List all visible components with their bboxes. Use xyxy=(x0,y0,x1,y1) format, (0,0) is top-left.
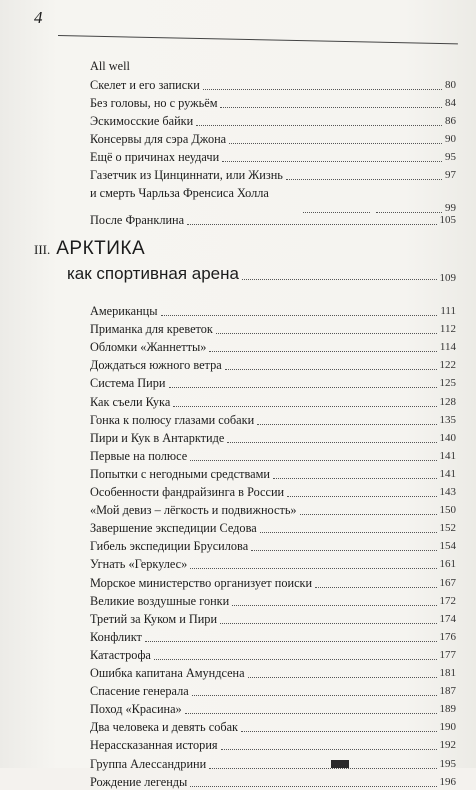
dot-leader xyxy=(221,748,437,750)
dot-leader xyxy=(209,350,437,352)
toc-entry-page: 190 xyxy=(439,721,456,733)
toc-entry-title: Система Пири xyxy=(90,376,166,390)
dot-leader xyxy=(286,178,442,180)
toc-entry-title: Нерассказанная история xyxy=(90,738,218,752)
toc-entry-page: 125 xyxy=(439,377,456,389)
toc-entry-title: Особенности фандрайзинга в России xyxy=(90,485,285,499)
dot-leader xyxy=(241,730,436,732)
dot-leader xyxy=(190,567,436,569)
toc-entry-title: Третий за Куком и Пири xyxy=(90,612,218,626)
toc-entry-page: 176 xyxy=(439,631,456,643)
toc-entry-page: 150 xyxy=(439,504,456,516)
toc-entry xyxy=(90,429,456,446)
dot-leader xyxy=(203,88,442,90)
toc-entry-title: Приманка для креветок xyxy=(90,322,213,336)
toc-entry xyxy=(90,94,456,111)
toc-entry xyxy=(90,592,456,609)
dot-leader xyxy=(187,223,436,225)
toc-entry xyxy=(90,483,456,500)
dot-leader xyxy=(232,604,436,606)
toc-entry xyxy=(90,393,456,410)
section-page-number: 109 xyxy=(439,272,456,284)
section-subtitle-row xyxy=(67,262,456,284)
toc-entry-page: 143 xyxy=(439,486,456,498)
section-subtitle: как спортивная арена xyxy=(67,264,239,283)
toc-entry xyxy=(90,130,456,147)
toc-entry xyxy=(90,773,456,790)
toc-entry-title: Как съели Кука xyxy=(90,395,171,409)
toc-entry-page: 172 xyxy=(439,595,456,607)
toc-entry xyxy=(90,646,456,663)
toc-entry xyxy=(90,501,456,518)
dot-leader xyxy=(190,785,436,787)
toc-entry-page: 95 xyxy=(445,151,456,163)
toc-entry-page: 141 xyxy=(439,450,456,462)
toc-entry-title: Дождаться южного ветра xyxy=(90,358,222,372)
dot-leader xyxy=(190,459,436,461)
toc-entry-page: 195 xyxy=(439,758,456,770)
toc-entry-page: 140 xyxy=(439,432,456,444)
toc-entry-page: 181 xyxy=(439,667,456,679)
toc-entry xyxy=(90,356,456,373)
dot-leader xyxy=(315,586,436,588)
toc-entry-page: 90 xyxy=(445,133,456,145)
toc-entry-title: Пири и Кук в Антарктиде xyxy=(90,431,225,445)
toc-entry xyxy=(90,338,456,355)
toc-entry-title: Гонка к полюсу глазами собаки xyxy=(90,413,255,427)
dot-leader xyxy=(242,278,437,280)
toc-entry-title: Попытки с негодными средствами xyxy=(90,467,270,481)
toc-entry-page: 189 xyxy=(439,703,456,715)
dot-leader xyxy=(185,712,437,714)
toc-entry-title: All well xyxy=(90,59,130,73)
dot-leader xyxy=(154,658,437,660)
toc-entry xyxy=(90,555,456,572)
toc-entry xyxy=(90,447,456,464)
toc-entry xyxy=(90,320,456,337)
dot-leader xyxy=(161,314,438,316)
toc-entry-page: 154 xyxy=(439,540,456,552)
toc-entry-title: Эскимосские байки xyxy=(90,114,194,128)
toc-entry-page: 192 xyxy=(439,739,456,751)
dot-leader xyxy=(287,495,436,497)
toc-entry-page: 177 xyxy=(439,649,456,661)
toc-entry xyxy=(90,574,456,591)
toc-entry-page: 114 xyxy=(439,341,456,353)
toc-entry-page: 105 xyxy=(439,214,456,226)
section-number: III. xyxy=(34,242,51,257)
toc-entry-page: 86 xyxy=(445,115,456,127)
toc-entry xyxy=(90,755,456,772)
toc-entry-title: Завершение экспедиции Седова xyxy=(90,521,257,535)
section-title: АРКТИКА xyxy=(56,238,146,259)
toc-entry-title: Конфликт xyxy=(90,630,142,644)
dot-leader xyxy=(300,513,437,515)
dot-leader xyxy=(216,332,437,334)
toc-entry-title: После Франклина xyxy=(90,213,185,227)
toc-entry-title: Катастрофа xyxy=(90,648,151,662)
toc-entry-page: 135 xyxy=(439,414,456,426)
toc-entry-title: Без головы, но с ружьём xyxy=(90,96,218,110)
toc-entry xyxy=(90,628,456,645)
toc-entry-title: Ошибка капитана Амундсена xyxy=(90,666,245,680)
toc-entry-page: 112 xyxy=(439,323,456,335)
toc-entry-page: 97 xyxy=(445,169,456,181)
toc-entry xyxy=(90,76,456,93)
toc-entry xyxy=(90,736,456,753)
toc-entry-page: 141 xyxy=(439,468,456,480)
toc-entry-page: 152 xyxy=(439,522,456,534)
toc-entry-page: 122 xyxy=(439,359,456,371)
toc-entry-title: Гибель экспедиции Брусилова xyxy=(90,539,249,553)
toc-entry-title: Морское министерство организует поиски xyxy=(90,576,313,590)
dot-leader xyxy=(260,531,437,533)
toc-entry-title: Поход «Красина» xyxy=(90,702,182,716)
toc-entry-page: 161 xyxy=(439,558,456,570)
toc-entry-page: 196 xyxy=(439,776,456,788)
toc-entry xyxy=(90,664,456,681)
toc-entry-title: Угнать «Геркулес» xyxy=(90,557,188,571)
toc-entry xyxy=(90,112,456,129)
dot-leader xyxy=(169,386,437,388)
toc-entry xyxy=(90,537,456,554)
toc-entry xyxy=(90,211,456,228)
toc-entry xyxy=(90,148,456,165)
toc-entry xyxy=(90,166,456,183)
toc-entry xyxy=(90,57,456,74)
toc-entry-title: Ещё о причинах неудачи xyxy=(90,150,220,164)
section-header xyxy=(34,238,145,260)
toc-entry-title: Газетчик из Цинциннати, или Жизнь xyxy=(90,168,283,182)
toc-entry-title: «Мой девиз – лёгкость и подвижность» xyxy=(90,503,297,517)
dot-leader xyxy=(225,368,437,370)
toc-entry-title: Спасение генерала xyxy=(90,684,189,698)
toc-entry-title: Группа Алессандрини xyxy=(90,757,207,771)
toc-entry-title: Два человека и девять собак xyxy=(90,720,239,734)
toc-entry-page: 84 xyxy=(445,97,456,109)
dot-leader xyxy=(251,549,436,551)
dot-leader xyxy=(222,160,442,162)
toc-entry xyxy=(90,465,456,482)
page-number: 4 xyxy=(34,8,43,27)
toc-entry xyxy=(90,302,456,319)
header-rule xyxy=(58,35,458,44)
toc-entry-page: 80 xyxy=(445,79,456,91)
dot-leader xyxy=(173,405,436,407)
toc-entry xyxy=(90,718,456,735)
dot-leader xyxy=(227,441,436,443)
toc-entry xyxy=(90,411,456,428)
toc-entry-title: Великие воздушные гонки xyxy=(90,594,230,608)
dot-leader xyxy=(192,694,437,696)
dot-leader xyxy=(145,640,437,642)
dot-leader xyxy=(273,477,437,479)
toc-entry-title: Первые на полюсе xyxy=(90,449,188,463)
dot-leader xyxy=(196,124,442,126)
toc-entry-title: Скелет и его записки xyxy=(90,78,200,92)
dot-leader xyxy=(257,423,436,425)
toc-entry-page: 99 xyxy=(445,202,456,214)
toc-entry xyxy=(90,374,456,391)
toc-entry-page: 174 xyxy=(439,613,456,625)
toc-entry-page: 128 xyxy=(439,396,456,408)
toc-entry xyxy=(90,519,456,536)
dot-leader xyxy=(220,622,436,624)
toc-entry-title: Консервы для сэра Джона xyxy=(90,132,227,146)
dot-leader xyxy=(248,676,437,678)
toc-entry xyxy=(90,682,456,699)
dot-leader xyxy=(220,106,442,108)
dot-leader xyxy=(209,767,436,769)
toc-entry-page: 187 xyxy=(439,685,456,697)
toc-entry xyxy=(90,610,456,627)
toc-entry-page: 167 xyxy=(439,577,456,589)
page-tab-marker xyxy=(331,760,349,768)
toc-entry-title: Рождение легенды xyxy=(90,775,188,789)
dot-leader xyxy=(229,142,442,144)
toc-entry xyxy=(90,700,456,717)
toc-entry-title: Американцы xyxy=(90,304,158,318)
toc-entry-page: 111 xyxy=(440,305,456,317)
toc-entry-title: и смерть Чарльза Френсиса Холла xyxy=(90,186,269,200)
toc-entry-title: Обломки «Жаннетты» xyxy=(90,340,207,354)
